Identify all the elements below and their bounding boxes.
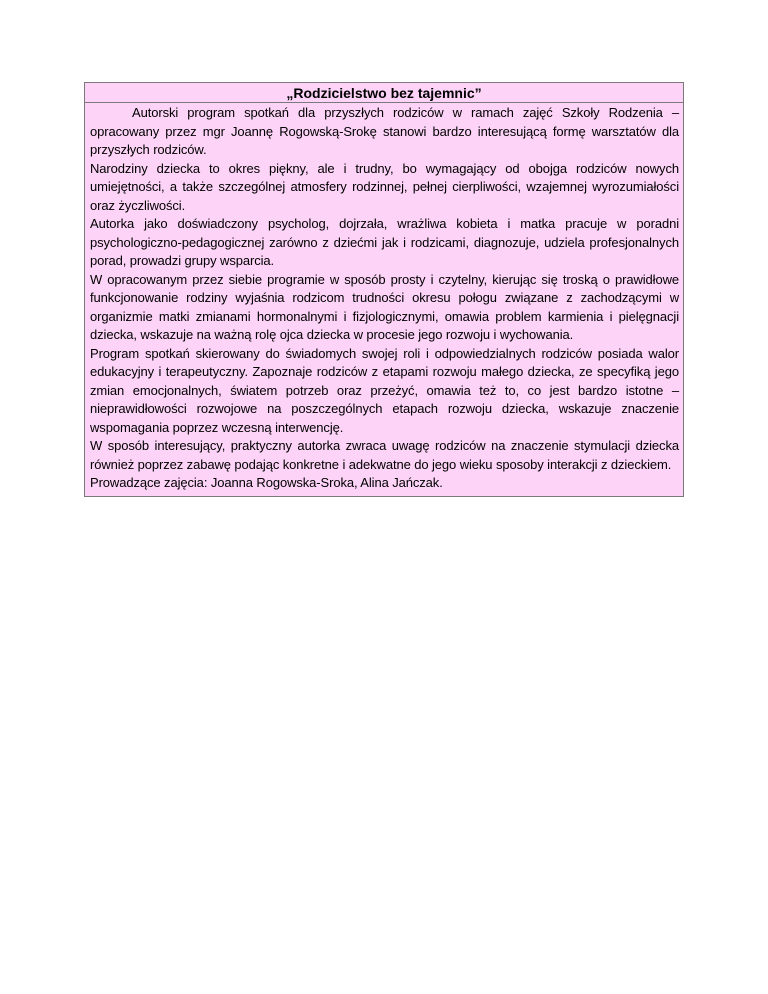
info-box bbox=[84, 82, 684, 497]
title-row bbox=[85, 83, 683, 103]
paragraph-program: W opracowanym przez siebie programie w sposób prosty i czytelny, kierując się troską o prawidłowe funkcjonowanie rodziny wyjaśnia rodzicom trudności okresu połogu związane z zachodzącymi w organizmie matki zmianami hormonalnymi i fizjologicznymi, omawia problem karmienia i pielęgnacji dziecka, wskazuje na ważną rolę ojca dziecka w procesie jego rozwoju i wychowania. bbox=[90, 271, 679, 342]
paragraph-meetings: Program spotkań skierowany do świadomych swojej roli i odpowiedzialnych rodziców posiada walor edukacyjny i terapeutyczny. Zapoznaje rodziców z etapami rozwoju małego dziecka, ze specyfiką jego zmian emocjonalnych, światem potrzeb oraz przeżyć, omawia też to, co jest bardzo istotne – nieprawidłowości rozwojowe na poszczególnych etapach rozwoju dziecka, wskazuje znaczenie wspomagania poprzez wczesną interwencję. bbox=[90, 345, 679, 435]
paragraph-stimulation: W sposób interesujący, praktyczny autorka zwraca uwagę rodziców na znaczenie stymulacji dziecka również poprzez zabawę podając konkretne i adekwatne do jego wieku sposoby interakcji z dzieckiem. bbox=[90, 438, 679, 472]
content-cell bbox=[85, 103, 683, 496]
document-title: „Rodzicielstwo bez tajemnic” bbox=[286, 84, 482, 101]
paragraph-birth: Narodziny dziecka to okres piękny, ale i trudny, bo wymagający od obojga rodziców nowych umiejętności, a także szczególnej atmosfery rodzinnej, pełnej cierpliwości, wzajemnej wyrozumiałości oraz życzliwości. bbox=[90, 160, 679, 213]
paragraph-instructors: Prowadzące zajęcia: Joanna Rogowska-Sroka, Alina Jańczak. bbox=[90, 475, 443, 490]
paragraph-author: Autorka jako doświadczony psycholog, dojrzała, wrażliwa kobieta i matka pracuje w poradni psychologiczno-pedagogicznej zarówno z dziećmi jak i rodzicami, diagnozuje, udziela profesjonalnych porad, prowadzi grupy wsparcia. bbox=[90, 216, 679, 268]
paragraph-intro: Autorski program spotkań dla przyszłych rodziców w ramach zajęć Szkoły Rodzenia – opracowany przez mgr Joannę Rogowską-Srokę stanowi bardzo interesującą formę warsztatów dla przyszłych rodziców. bbox=[90, 105, 679, 157]
